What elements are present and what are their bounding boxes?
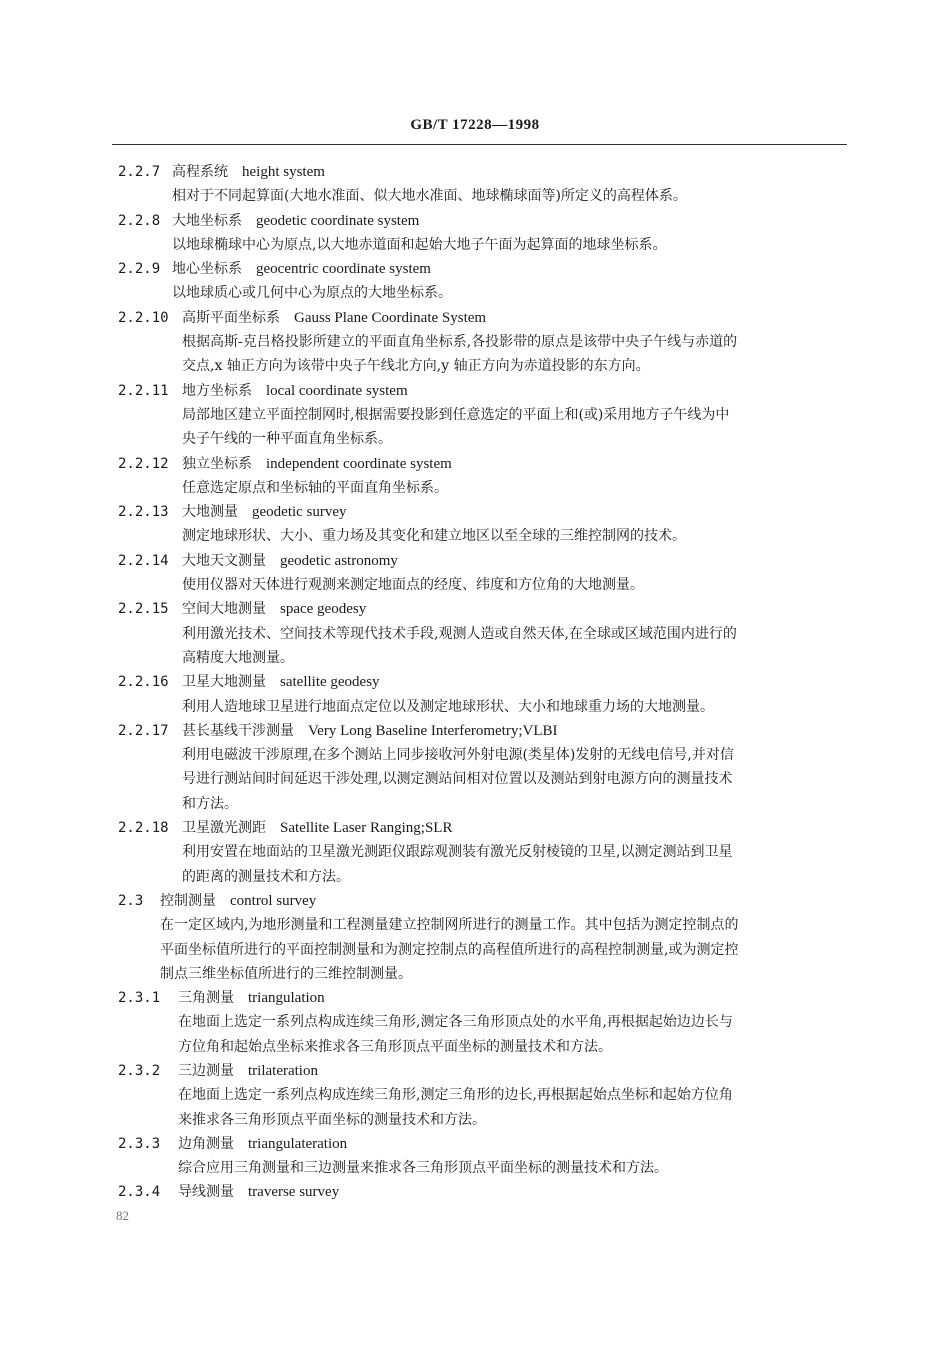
term-heading — [0, 816, 950, 840]
term-chinese — [182, 500, 347, 524]
term-entry — [0, 597, 950, 670]
term-chinese-text: 地心坐标系 — [172, 261, 242, 278]
term-number: 2.2.10 — [118, 309, 169, 326]
term-entry — [0, 549, 950, 598]
term-chinese — [182, 597, 366, 621]
term-english: control survey — [230, 892, 317, 909]
term-english: Gauss Plane Coordinate System — [294, 309, 487, 326]
definition-line: 制点三维坐标值所进行的三维控制测量。 — [160, 965, 412, 982]
term-definition — [172, 281, 840, 305]
definition-line: 使用仪器对天体进行观测来测定地面点的经度、纬度和方位角的大地测量。 — [182, 577, 644, 594]
term-chinese — [160, 889, 316, 913]
page-header: GB/T 17228—1998 — [410, 117, 540, 133]
term-chinese — [172, 209, 419, 233]
term-heading — [0, 1180, 950, 1204]
term-entry — [0, 719, 950, 816]
term-chinese — [182, 816, 452, 840]
term-number: 2.2.17 — [118, 722, 169, 739]
term-chinese — [182, 719, 558, 743]
term-number: 2.3.4 — [118, 1184, 161, 1201]
term-chinese-text: 边角测量 — [178, 1135, 234, 1152]
term-english: traverse survey — [248, 1184, 340, 1201]
definition-line: 的距离的测量技术和方法。 — [182, 868, 350, 885]
term-number: 2.3.1 — [118, 990, 161, 1007]
term-english: space geodesy — [280, 601, 367, 618]
term-definition — [178, 1010, 840, 1059]
term-number: 2.2.16 — [118, 674, 169, 691]
definition-line: 利用安置在地面站的卫星激光测距仪跟踪观测装有激光反射棱镜的卫星,以测定测站到卫星 — [182, 844, 733, 861]
term-chinese — [178, 1132, 347, 1156]
term-chinese-text: 控制测量 — [160, 892, 216, 909]
definition-line: 方位角和起始点坐标来推求各三角形顶点平面坐标的测量技术和方法。 — [178, 1038, 612, 1055]
term-entry — [0, 670, 950, 719]
term-number: 2.2.7 — [118, 164, 161, 180]
definition-line: 综合应用三角测量和三边测量来推求各三角形顶点平面坐标的测量技术和方法。 — [178, 1160, 668, 1177]
term-chinese-text: 空间大地测量 — [182, 601, 266, 618]
term-chinese-text: 高斯平面坐标系 — [182, 309, 280, 326]
term-number: 2.2.18 — [118, 820, 169, 837]
term-heading — [0, 719, 950, 743]
term-chinese-text: 三边测量 — [178, 1062, 234, 1079]
term-definition — [160, 913, 840, 986]
term-chinese-text: 三角测量 — [178, 990, 234, 1007]
page-number: 82 — [116, 1208, 129, 1223]
term-number: 2.2.14 — [118, 552, 169, 569]
term-entry — [0, 160, 950, 209]
term-entry — [0, 1180, 950, 1204]
definition-line: 平面坐标值所进行的平面控制测量和为测定控制点的高程值所进行的高程控制测量,或为测定控 — [160, 941, 739, 958]
term-chinese — [178, 986, 325, 1010]
term-chinese-text: 高程系统 — [172, 164, 228, 180]
term-english: independent coordinate system — [266, 455, 452, 472]
term-entry — [0, 889, 950, 986]
definition-line: 根据高斯-克吕格投影所建立的平面直角坐标系,各投影带的原点是该带中央子午线与赤道的 — [182, 334, 738, 351]
term-chinese-text: 大地坐标系 — [172, 212, 242, 229]
term-entry — [0, 816, 950, 889]
definition-line: 号进行测站间时间延迟干涉处理,以测定测站间相对位置以及测站到射电源方向的测量技术 — [182, 771, 733, 788]
term-number: 2.2.13 — [118, 504, 169, 521]
term-definition — [182, 840, 840, 889]
term-english: triangulateration — [248, 1135, 348, 1152]
term-definition — [172, 233, 840, 257]
definition-line: 测定地球形状、大小、重力场及其变化和建立地区以至全球的三维控制网的技术。 — [182, 528, 686, 545]
term-heading — [0, 160, 950, 184]
term-heading — [0, 670, 950, 694]
term-heading — [0, 209, 950, 233]
term-entry — [0, 209, 950, 258]
definition-line: 在地面上选定一系列点构成连续三角形,测定各三角形顶点处的水平角,再根据起始边边长与 — [178, 1014, 733, 1031]
term-chinese-text: 大地天文测量 — [182, 552, 266, 569]
definition-line: 高精度大地测量。 — [182, 649, 294, 666]
term-heading — [0, 1059, 950, 1083]
term-number: 2.2.11 — [118, 382, 169, 399]
term-heading — [0, 889, 950, 913]
term-english: geocentric coordinate system — [256, 261, 431, 278]
term-chinese — [182, 670, 380, 694]
definition-line: 利用激光技术、空间技术等现代技术手段,观测人造或自然天体,在全球或区域范围内进行的 — [182, 625, 737, 642]
term-heading — [0, 452, 950, 476]
term-english: geodetic coordinate system — [256, 212, 420, 229]
term-chinese — [178, 1059, 318, 1083]
term-list — [0, 160, 950, 1205]
term-heading — [0, 306, 950, 330]
definition-line: 在一定区域内,为地形测量和工程测量建立控制网所进行的测量工作。其中包括为测定控制点的 — [160, 917, 739, 934]
term-definition — [182, 622, 840, 671]
term-number: 2.3.2 — [118, 1062, 161, 1079]
term-entry — [0, 1059, 950, 1132]
term-definition — [178, 1156, 840, 1180]
definition-line: 在地面上选定一系列点构成连续三角形,测定三角形的边长,再根据起始点坐标和起始方位角 — [178, 1087, 733, 1104]
term-chinese — [182, 549, 398, 573]
term-definition — [182, 403, 840, 452]
definition-line: 以地球椭球中心为原点,以大地赤道面和起始大地子午面为起算面的地球坐标系。 — [172, 236, 667, 253]
term-english: geodetic astronomy — [280, 552, 398, 569]
term-english: Very Long Baseline Interferometry;VLBI — [308, 722, 558, 739]
header-rule — [112, 144, 847, 145]
term-entry — [0, 986, 950, 1059]
term-chinese — [182, 379, 408, 403]
term-english: Satellite Laser Ranging;SLR — [280, 820, 453, 837]
term-english: local coordinate system — [266, 382, 408, 399]
term-chinese — [178, 1180, 339, 1204]
term-definition — [182, 573, 840, 597]
definition-line: 央子午线的一种平面直角坐标系。 — [182, 431, 392, 448]
term-heading — [0, 500, 950, 524]
term-entry — [0, 379, 950, 452]
term-entry — [0, 1132, 950, 1181]
term-entry — [0, 306, 950, 379]
term-english: height system — [242, 164, 325, 180]
term-chinese — [172, 257, 431, 281]
term-english: satellite geodesy — [280, 674, 380, 691]
term-chinese-text: 导线测量 — [178, 1184, 234, 1201]
term-chinese — [182, 306, 486, 330]
term-definition — [182, 695, 840, 719]
definition-line: 相对于不同起算面(大地水准面、似大地水准面、地球椭球面等)所定义的高程体系。 — [172, 188, 687, 205]
term-chinese — [172, 160, 325, 184]
definition-line: 和方法。 — [182, 795, 238, 812]
term-number: 2.2.12 — [118, 455, 169, 472]
definition-line: 以地球质心或几何中心为原点的大地坐标系。 — [172, 285, 452, 302]
definition-line: 利用人造地球卫星进行地面点定位以及测定地球形状、大小和地球重力场的大地测量。 — [182, 698, 714, 715]
term-chinese-text: 大地测量 — [182, 504, 238, 521]
term-english: trilateration — [248, 1062, 318, 1079]
term-entry — [0, 500, 950, 549]
term-chinese-text: 卫星激光测距 — [182, 820, 266, 837]
term-definition — [182, 524, 840, 548]
definition-line: 任意选定原点和坐标轴的平面直角坐标系。 — [182, 479, 448, 496]
term-definition — [182, 743, 840, 816]
term-heading — [0, 1132, 950, 1156]
term-entry — [0, 257, 950, 306]
term-number: 2.3.3 — [118, 1135, 161, 1152]
term-entry — [0, 452, 950, 501]
definition-line: 交点,x 轴正方向为该带中央子午线北方向,y 轴正方向为赤道投影的东方向。 — [182, 358, 650, 375]
term-chinese-text: 甚长基线干涉测量 — [182, 722, 294, 739]
term-definition — [182, 476, 840, 500]
term-number: 2.3 — [118, 892, 144, 909]
term-chinese-text: 卫星大地测量 — [182, 674, 266, 691]
term-heading — [0, 549, 950, 573]
term-number: 2.2.9 — [118, 261, 161, 278]
term-english: geodetic survey — [252, 504, 347, 521]
term-heading — [0, 379, 950, 403]
definition-line: 利用电磁波干涉原理,在多个测站上同步接收河外射电源(类星体)发射的无线电信号,并对信 — [182, 747, 734, 764]
term-heading — [0, 986, 950, 1010]
term-number: 2.2.8 — [118, 212, 161, 229]
term-definition — [182, 330, 840, 379]
term-english: triangulation — [248, 990, 325, 1007]
term-chinese — [182, 452, 452, 476]
definition-line: 来推求各三角形顶点平面坐标的测量技术和方法。 — [178, 1111, 486, 1128]
definition-line: 局部地区建立平面控制网时,根据需要投影到任意选定的平面上和(或)采用地方子午线为中 — [182, 406, 730, 423]
term-heading — [0, 257, 950, 281]
term-definition — [172, 184, 840, 208]
term-definition — [178, 1083, 840, 1132]
term-chinese-text: 地方坐标系 — [182, 382, 252, 399]
term-number: 2.2.15 — [118, 601, 169, 618]
term-heading — [0, 597, 950, 621]
term-chinese-text: 独立坐标系 — [182, 455, 252, 472]
